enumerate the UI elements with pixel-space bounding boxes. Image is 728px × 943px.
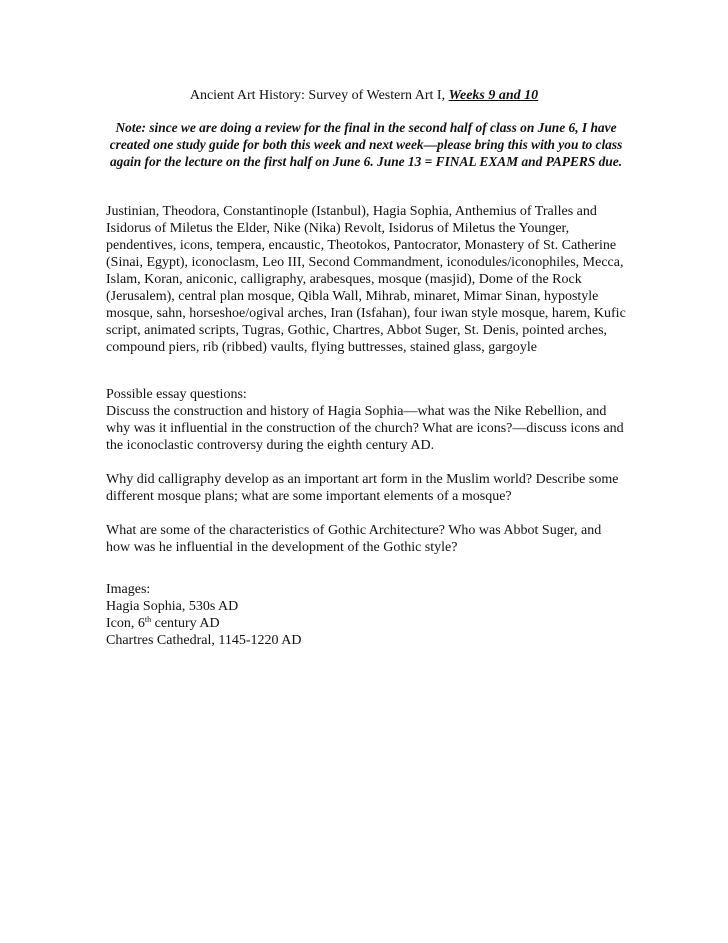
essay-question-1: Discuss the construction and history of Hagia Sophia—what was the Nike Rebellion, and why was it influential in the construction of the church? What are icons?—discuss icons and the iconoclastic controversy during the eighth century AD.: [106, 404, 624, 453]
image-item-3: Chartres Cathedral, 1145-1220 AD: [106, 633, 302, 648]
essay-question-3: What are some of the characteristics of Gothic Architecture? Who was Abbot Suger, and how was he influential in the development of the Gothic style?: [106, 523, 602, 555]
image-item-2-text: Icon, 6: [106, 616, 145, 631]
image-item-2-superscript: th: [144, 615, 152, 624]
title-text: Ancient Art History: Survey of Western Art I,: [189, 88, 446, 103]
page-title: [0, 87, 728, 105]
image-item-1: Hagia Sophia, 530s AD: [106, 599, 239, 614]
images-heading: Images:: [106, 582, 151, 597]
study-guide-note: Note: since we are doing a review for the final in the second half of class on June 6, I have created one study guide for both this week and next week—please bring this with you to class again for the lecture on the first half on June 6. June 13 = FINAL EXAM and PAPERS due.: [109, 120, 623, 169]
title-weeks: Weeks 9 and 10: [448, 88, 539, 103]
images-section: [106, 581, 626, 649]
terms-list: Justinian, Theodora, Constantinople (Istanbul), Hagia Sophia, Anthemius of Tralles and Isidorus of Miletus the Elder, Nike (Nika) Revolt, Isidorus of Miletus the Younger, pendentives, icons, tempera, encaustic, Theotokos, Pantocrator, Monastery of St. Catherine (Sinai, Egypt), iconoclasm, Leo III, Second Commandment, iconodules/iconophiles, Mecca, Islam, Koran, aniconic, calligraphy, arabesques, mosque (masjid), Dome of the Rock (Jerusalem), central plan mosque, Qibla Wall, Mihrab, minaret, Mimar Sinan, hypostyle mosque, sahn, horseshoe/ogival arches, Iran (Isfahan), four iwan style mosque, harem, Kufic script, animated scripts, Tugras, Gothic, Chartres, Abbot Suger, St. Denis, pointed arches, compound piers, rib (ribbed) vaults, flying buttresses, stained glass, gargoyle: [106, 204, 626, 355]
essay-questions-section: [106, 386, 626, 556]
image-item-2-suffix: century AD: [151, 616, 220, 631]
essay-questions-heading: Possible essay questions:: [106, 387, 247, 402]
essay-question-2: Why did calligraphy develop as an important art form in the Muslim world? Describe some different mosque plans; what are some important elements of a mosque?: [106, 472, 619, 504]
image-item-2: [106, 615, 626, 632]
